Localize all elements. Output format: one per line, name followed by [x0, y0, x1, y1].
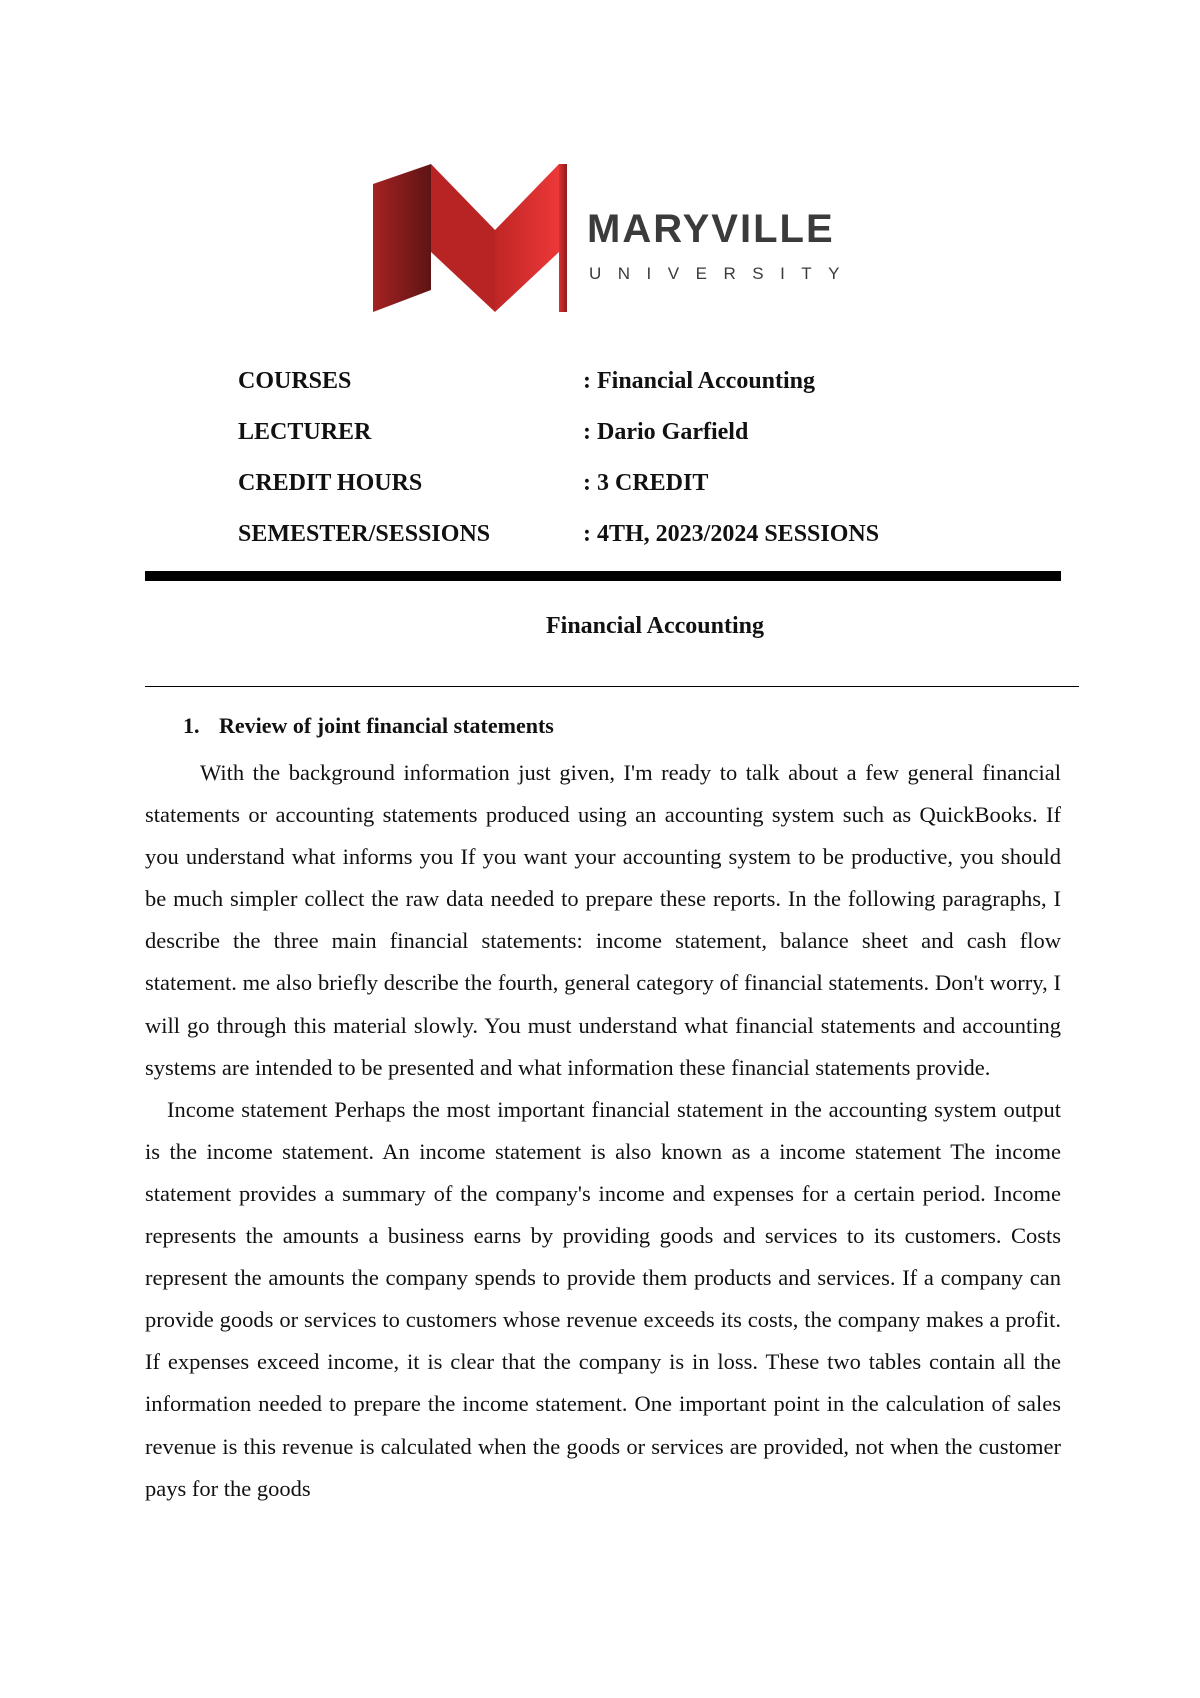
info-label: LECTURER: [238, 419, 372, 445]
info-label: SEMESTER/SESSIONS: [238, 521, 491, 547]
section-number: 1.: [183, 713, 200, 738]
info-row-semester: [238, 509, 998, 560]
info-value: : 4TH, 2023/2024 SESSIONS: [583, 521, 880, 547]
info-row-credit-hours: [238, 458, 998, 509]
info-row-lecturer: [238, 407, 998, 458]
info-label: CREDIT HOURS: [238, 470, 423, 496]
paragraph: With the background information just given, I'm ready to talk about a few general financial statements or accounting statements produced using an accounting system such as QuickBooks. If you understand what informs you If you want your accounting system to be productive, you should be much simpler collect the raw data needed to prepare these reports. In the following paragraphs, I describe the three main financial statements: income statement, balance sheet and cash flow statement. me also briefly describe the fourth, general category of financial statements. Don't worry, I will go through this material slowly. You must understand what financial statements and accounting systems are intended to be presented and what information these financial statements provide.: [145, 760, 1061, 1080]
m-emblem-icon: [373, 164, 567, 312]
info-value: : 3 CREDIT: [583, 470, 709, 496]
document-title: Financial Accounting: [545, 613, 765, 639]
logo-subtitle: UNIVERSITY: [589, 264, 857, 283]
section-heading: [183, 713, 554, 739]
maryville-university-logo: [345, 152, 865, 332]
info-value: : Financial Accounting: [583, 368, 816, 394]
section-heading-text: Review of joint financial statements: [219, 713, 554, 738]
body-text: [145, 752, 1061, 1510]
logo-wordmark: MARYVILLE: [587, 207, 835, 251]
course-info-table: [238, 356, 998, 560]
info-row-courses: [238, 356, 998, 407]
header-divider-thick: [145, 571, 1061, 581]
title-divider-thin: [145, 686, 1079, 687]
paragraph: Income statement Perhaps the most important financial statement in the accounting system output is the income statement. An income statement is also known as a income statement The income statement provides a summary of the company's income and expenses for a certain period. Income represents the amounts a business earns by providing goods and services to its customers. Costs represent the amounts the company spends to provide them products and services. If a company can provide goods or services to customers whose revenue exceeds its costs, the company makes a profit. If expenses exceed income, it is clear that the company is in loss. These two tables contain all the information needed to prepare the income statement. One important point in the calculation of sales revenue is this revenue is calculated when the goods or services are provided, not when the customer pays for the goods: [145, 1096, 1061, 1501]
info-label: COURSES: [238, 368, 352, 394]
info-value: : Dario Garfield: [583, 419, 749, 445]
